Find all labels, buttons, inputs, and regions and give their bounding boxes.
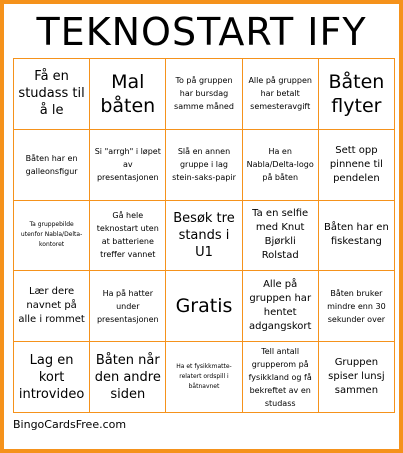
bingo-cell: [90, 130, 166, 201]
bingo-cell: [319, 271, 395, 342]
cell-text: To på gruppen har bursdag samme måned: [174, 76, 234, 112]
bingo-cell: [243, 59, 319, 130]
bingo-cell: [90, 201, 166, 272]
bingo-cell: [243, 201, 319, 272]
cell-text: Båten flyter: [328, 70, 385, 117]
cell-text: Ha på hatter under presentasjonen: [96, 288, 159, 324]
bingo-cell: [90, 271, 166, 342]
bingo-cell: [90, 59, 166, 130]
bingo-cell: [14, 342, 90, 413]
cell-text: Båten har en fiskestang: [323, 222, 389, 248]
bingo-cell: [90, 342, 166, 413]
cell-text: Båten har en galleonsfigur: [25, 153, 78, 176]
bingo-cell: [243, 271, 319, 342]
bingo-cell: [166, 59, 242, 130]
bingo-cell: [319, 201, 395, 272]
cell-text: Ta gruppebilde utenfor Nabla/Delta-kontoret: [20, 221, 83, 249]
cell-text: Ha en Nabla/Delta-logo på båten: [246, 147, 314, 183]
bingo-cell: [319, 59, 395, 130]
bingo-cell: [14, 59, 90, 130]
cell-text: Slå en annen gruppe i lag stein-saks-papir: [172, 147, 236, 183]
bingo-cell: [319, 342, 395, 413]
cell-text: Gå hele teknostart uten at batteriene treffer vannet: [96, 211, 159, 260]
bingo-cell: [243, 342, 319, 413]
cell-text: Sett opp pinnene til pendelen: [329, 144, 383, 184]
card-title: TEKNOSTART IFY: [36, 10, 367, 54]
cell-text: Ta en selfie med Knut Bjørkli Rolstad: [252, 208, 309, 262]
cell-text: Si "arrgh" i løpet av presentasjonen: [94, 147, 161, 183]
cell-text: Båten bruker mindre enn 30 sekunder over: [327, 288, 386, 324]
bingo-cell: [14, 201, 90, 272]
bingo-cell-free: [166, 271, 242, 342]
cell-text: Mal båten: [100, 70, 156, 117]
bingo-cell: [319, 130, 395, 201]
cell-text: Besøk tre stands i U1: [173, 210, 235, 260]
bingo-grid: [13, 58, 395, 413]
bingo-cell: [14, 271, 90, 342]
bingo-cell: [14, 130, 90, 201]
cell-text: Alle på gruppen har hentet adgangskort: [248, 279, 312, 333]
cell-text: Få en studass til å le: [18, 69, 85, 119]
bingo-cell: [243, 130, 319, 201]
footer-credit: BingoCardsFree.com: [13, 418, 127, 431]
cell-text: Alle på gruppen har betalt semesteravgift: [248, 76, 312, 112]
cell-text: Lær dere navnet på alle i rommet: [18, 286, 85, 326]
cell-text: Tell antall grupperom på fysikkland og få bekreftet av en studass: [248, 346, 312, 408]
cell-text: Gratis: [175, 295, 233, 318]
bingo-cell: [166, 201, 242, 272]
cell-text: Lag en kort introvideo: [18, 352, 85, 402]
cell-text: Båten når den andre siden: [94, 352, 161, 402]
cell-text: Ha et fysikkmatte-relatert ordspill i båtnavnet: [176, 363, 232, 391]
bingo-cell: [166, 130, 242, 201]
bingo-cell: [166, 342, 242, 413]
cell-text: Gruppen spiser lunsj sammen: [328, 357, 385, 397]
